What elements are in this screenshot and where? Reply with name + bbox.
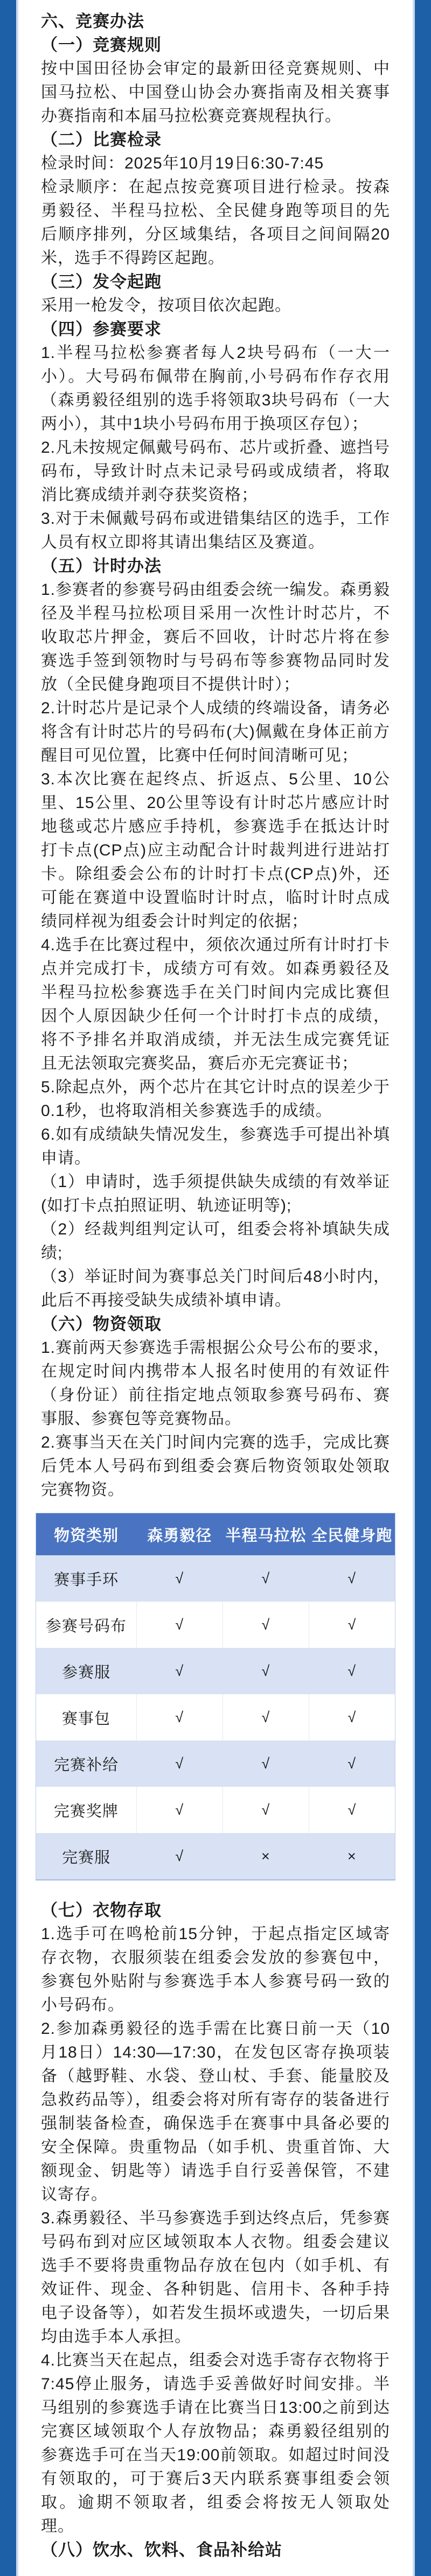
table-column-header: 半程马拉松: [223, 1513, 309, 1556]
sections-container: [41, 33, 393, 2562]
section-heading: （四）参赛要求: [41, 320, 162, 339]
paragraph: 3.森勇毅径、半马参赛选手到达终点后，凭参赛号码布到对应区域领取本人衣物。组委会建议选手不要将贵重物品存放在包内（如手机、有效证件、现金、各种钥匙、信用卡、各种手持电子设备等），如若发生损坏或遗失，一切后果均由选手本人承担。: [41, 2209, 390, 2346]
paragraph: 3.对于未佩戴号码布或进错集结区的选手，工作人员有权立即将其请出集结区及赛道。: [41, 510, 390, 551]
paragraph: 检录时间：2025年10月19日6:30-7:45: [41, 155, 324, 172]
supply-mark-cell: √: [136, 1648, 223, 1694]
supply-mark-cell: √: [136, 1555, 223, 1602]
section: [41, 318, 390, 554]
supply-category-cell: 完赛奖牌: [53, 1802, 119, 1820]
paragraph: 1.参赛者的参赛号码由组委会统一编发。森勇毅径及半程马拉松项目采用一次性计时芯片，不收取芯片押金，赛后不回收，计时芯片将在参赛选手签到领物时与号码布等参赛物品同时发放（全民健身跑项目不提供计时）；: [41, 581, 390, 693]
section: [41, 2538, 390, 2562]
paragraph: （1）申请时，选手须提供缺失成绩的有效举证(如打卡点拍照证明、轨迹证明等);: [41, 1173, 390, 1215]
supply-mark-cell: √: [309, 1555, 395, 1602]
supply-category-cell: 赛事包: [61, 1710, 110, 1728]
paragraph: 6.如有成绩缺失情况发生，参赛选手可提出补填申请。: [41, 1126, 390, 1167]
section-heading: （七）衣物存取: [41, 1901, 162, 1920]
paragraph: 2.参加森勇毅径的选手需在比赛日前一天（10月18日）14:30—17:30，在发包区寄存换项装备（越野鞋、水袋、登山杖、手套、能量胶及急救药品等），组委会将对所有寄存的装备进行强制装备检查，确保选手在赛事中具备必要的安全保障。贵重物品（如手机、贵重首饰、大额现金、钥匙等）请选手自行妥善保管，不建议寄存。: [41, 2020, 390, 2203]
document-content: [18, 0, 413, 2576]
paragraph: 采用一枪发令，按项目依次起跑。: [41, 297, 291, 314]
table-column-header: 物资类别: [36, 1513, 137, 1556]
paragraph: 4.比赛当天在起点，组委会对选手寄存衣物将于7:45停止服务，请选手妥善做好时间安排。半马组别的参赛选手请在比赛当日13:00之前到达完赛区域领取个人存放物品；森勇毅径组别的参赛选手可在当天19:00前领取。如超过时间没有领取的，可于赛后3天内联系赛事组委会领取。逾期不领取者，组委会将按无人领取处理。: [41, 2352, 390, 2535]
paragraph: 按中国田径协会审定的最新田径竞赛规则、中国马拉松、中国登山协会办赛指南及相关赛事办赛指南和本届马拉松赛竞赛规程执行。: [41, 60, 390, 125]
paragraph: 2.计时芯片是记录个人成绩的终端设备，请务必将含有计时芯片的号码布(大)佩戴在身体正前方醒目可见位置，比赛中任何时间清晰可见；: [41, 699, 390, 764]
supply-mark-cell: √: [309, 1740, 395, 1787]
paragraph: （2）经裁判组判定认可，组委会将补填缺失成绩;: [41, 1220, 390, 1262]
supply-mark-cell: ×: [309, 1833, 395, 1880]
paragraph: 1.赛前两天参赛选手需根据公众号公布的要求，在规定时间内携带本人报名时使用的有效证件（身份证）前往指定地点领取参赛号码布、赛事服、参赛包等竞赛物品。: [41, 1339, 390, 1428]
supply-mark-cell: √: [309, 1648, 395, 1694]
table-column-header: 森勇毅径: [136, 1513, 223, 1556]
supply-category-cell: 完赛服: [36, 1833, 137, 1880]
paragraph: 4.选手在比赛过程中，须依次通过所有计时打卡点并完成打卡，成绩方可有效。如森勇毅径及半程马拉松参赛选手在关门时间内完成比赛但因个人原因缺少任何一个计时打卡点的成绩，将不予排名并取消成绩，并无法生成完赛凭证且无法领取完赛奖品，赛后亦无完赛证书；: [41, 936, 390, 1072]
table-row: [36, 1602, 395, 1648]
section: [41, 33, 390, 128]
left-frame-bar: [0, 0, 18, 2576]
section-heading: （八）饮水、饮料、食品补给站: [41, 2540, 282, 2559]
paragraph: 检录顺序：在起点按竞赛项目进行检录。按森勇毅径、半程马拉松、全民健身跑等项目的先后顺序排列，分区域集结，各项目之间间隔20米，选手不得跨区起跑。: [41, 178, 390, 267]
section: [41, 554, 390, 1312]
table-row: [36, 1648, 395, 1694]
supplies-table: [36, 1513, 395, 1880]
page-title: 六、竞赛办法: [41, 12, 144, 31]
right-frame-bar: [413, 0, 431, 2576]
supply-mark-cell: √: [309, 1602, 395, 1648]
section-heading: （一）竞赛规则: [41, 36, 162, 54]
section-heading: （五）计时办法: [41, 557, 162, 575]
supply-mark-cell: √: [136, 1787, 223, 1833]
paragraph: 1.选手可在鸣枪前15分钟，于起点指定区域寄存衣物，衣服须装在组委会发放的参赛包中，参赛包外贴附与参赛选手本人参赛号码一致的小号码布。: [41, 1925, 390, 2014]
table-row: [36, 1833, 395, 1880]
table-row: [36, 1740, 395, 1787]
paragraph: 2.赛事当天在关门时间内完赛的选手，完成比赛后凭本人号码布到组委会赛后物资领取处领取完赛物资。: [41, 1434, 390, 1499]
supply-mark-cell: √: [223, 1602, 309, 1648]
supply-mark-cell: √: [309, 1787, 395, 1833]
supply-category-cell: 赛事手环: [36, 1555, 137, 1602]
table-row: [36, 1694, 395, 1740]
supply-mark-cell: ×: [223, 1833, 309, 1880]
paragraph: 2.凡未按规定佩戴号码布、芯片或折叠、遮挡号码布，导致计时点未记录号码或成绩者，将取消比赛成绩并剥夺获奖资格；: [41, 439, 390, 504]
section-heading: （二）比赛检录: [41, 130, 162, 149]
supply-mark-cell: √: [223, 1787, 309, 1833]
table-row: [36, 1555, 395, 1602]
supply-mark-cell: √: [136, 1694, 223, 1740]
table-row: [36, 1787, 395, 1833]
section-heading: （三）发令起跑: [41, 272, 162, 291]
supply-category-cell: 参赛服: [36, 1648, 137, 1694]
supply-category-cell: 参赛号码布: [45, 1617, 127, 1635]
section: [41, 1312, 393, 1880]
section: [41, 1899, 390, 2538]
supply-mark-cell: √: [136, 1740, 223, 1787]
supply-category-cell: 完赛补给: [36, 1740, 137, 1787]
supply-mark-cell: √: [223, 1694, 309, 1740]
table-header-row: [36, 1513, 395, 1556]
paragraph: （3）举证时间为赛事总关门时间后48小时内，此后不再接受缺失成绩补填申请。: [41, 1268, 390, 1309]
supply-mark-cell: √: [309, 1694, 395, 1740]
supply-mark-cell: √: [223, 1648, 309, 1694]
section-heading: （六）物资领取: [41, 1315, 162, 1333]
supply-mark-cell: √: [136, 1602, 223, 1648]
supply-mark-cell: √: [136, 1833, 223, 1880]
paragraph: 3.本次比赛在起终点、折返点、5公里、10公里、15公里、20公里等设有计时芯片感应计时地毯或芯片感应手持机，参赛选手在抵达计时打卡点(CP点)应主动配合计时裁判进行进站打卡。除组委会公布的计时打卡点(CP点)外，还可能在赛道中设置临时计时点，临时计时点成绩同样视为组委会计时判定的依据；: [41, 770, 390, 930]
table-column-header: 全民健身跑: [309, 1513, 395, 1556]
section: [41, 128, 390, 270]
section: [41, 270, 390, 318]
supply-mark-cell: √: [223, 1555, 309, 1602]
paragraph: 1.半程马拉松参赛者每人2块号码布（一大一小）。大号码布佩带在胸前,小号码布作存衣用（森勇毅径组别的选手将领取3块号码布（一大两小），其中1块小号码布用于换项区存包）；: [41, 344, 390, 433]
paragraph: 5.除起点外，两个芯片在其它计时点的误差少于0.1秒，也将取消相关参赛选手的成绩。: [41, 1078, 390, 1120]
supply-mark-cell: √: [223, 1740, 309, 1787]
